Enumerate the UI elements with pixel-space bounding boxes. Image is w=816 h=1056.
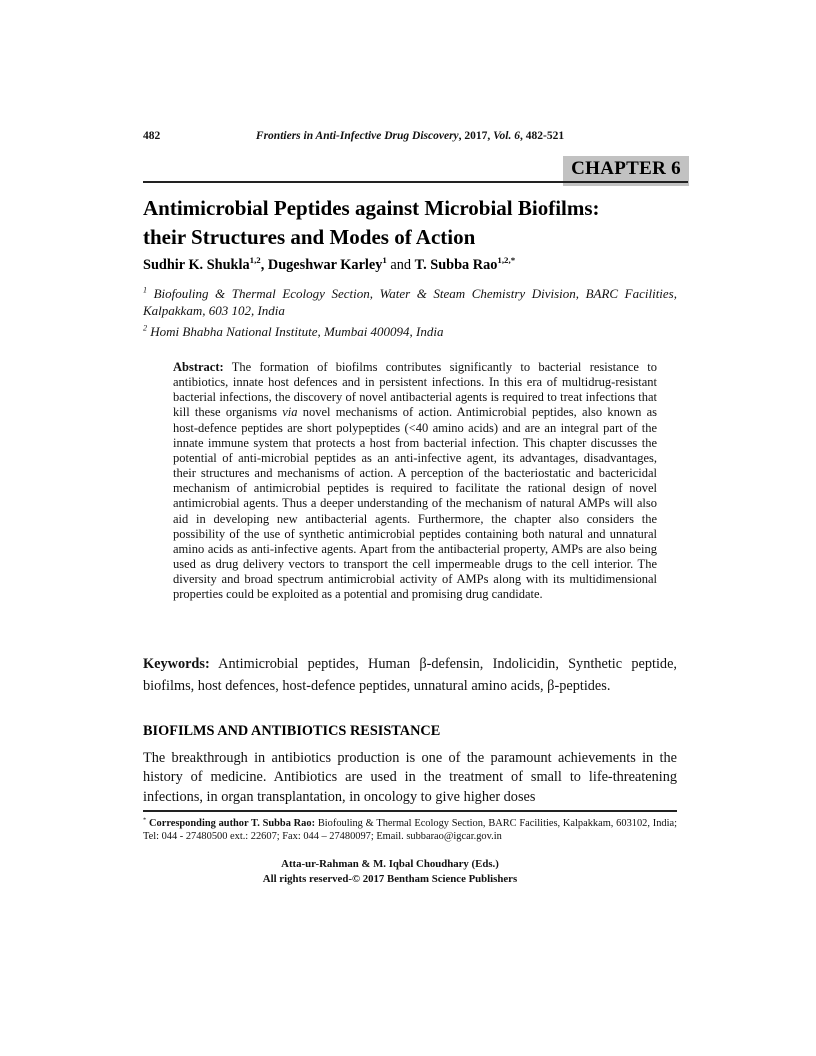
affiliation-text: Homi Bhabha National Institute, Mumbai 400094, India — [150, 324, 444, 339]
footnote-text: Biofouling & Thermal Ecology Section, BARC Facilities, Kalpakkam, 603102, India; Tel: 044 - 27480500 ext.: 22607; Fax: 044 – 27480097; Email. subbarao@igcar.gov.in — [143, 818, 677, 843]
author-name: T. Subba Rao — [414, 257, 498, 273]
keywords-text: Antimicrobial peptides, Human β-defensin, Indolicidin, Synthetic peptide, biofilms, host defences, host-defence peptides, unnatural amino acids, β-peptides. — [143, 656, 677, 694]
author-affiliation-marker: 1,2 — [249, 255, 261, 266]
page-content — [143, 0, 681, 1056]
affiliation-item — [143, 285, 677, 319]
keywords-label: Keywords: — [143, 656, 210, 672]
header-rule — [143, 181, 688, 183]
page-number: 482 — [143, 130, 161, 142]
chapter-badge: CHAPTER 6 — [563, 156, 689, 186]
article-title-line1: Antimicrobial Peptides against Microbial Biofilms: — [143, 196, 600, 220]
affiliation-marker: 1 — [143, 285, 148, 295]
keywords-paragraph — [143, 654, 677, 698]
journal-name: Frontiers in Anti-Infective Drug Discovery — [255, 130, 459, 142]
body-paragraph: The breakthrough in antibiotics production is one of the paramount achievements in the history of medicine. Antibiotics are used in the treatment of small to life-threatening infections, in organ transplantation, in oncology to give higher doses — [143, 750, 677, 805]
running-head — [143, 130, 677, 142]
journal-pages: , 482-521 — [520, 130, 565, 142]
abstract-via-italic: via — [282, 405, 298, 420]
author-affiliation-marker: 1 — [382, 255, 387, 266]
running-head-title — [143, 130, 677, 142]
affiliation-marker: 2 — [143, 323, 148, 333]
author-affiliation-marker: 1,2,* — [497, 255, 516, 266]
page-footer — [143, 857, 637, 886]
journal-volume: Vol. 6 — [493, 130, 520, 142]
affiliation-text: Biofouling & Thermal Ecology Section, Water & Steam Chemistry Division, BARC Facilities, Kalpakkam, 603 102, India — [143, 286, 677, 318]
journal-year: , 2017, — [458, 130, 494, 142]
section-heading: BIOFILMS AND ANTIBIOTICS RESISTANCE — [143, 723, 441, 739]
affiliation-item — [143, 323, 677, 340]
author-separator: , — [260, 257, 268, 273]
author-name: Sudhir K. Shukla — [143, 257, 250, 273]
footnote-rule — [143, 810, 677, 812]
abstract-text-1: The formation of biofilms contributes significantly to bacterial resistance to antibiotics, innate host defences and in persistent infections. In this era of multidrug-resistant bacterial infections, the discovery of novel antibacterial agents is required to treat infections that kill these organisms — [173, 360, 657, 420]
corresponding-author-footnote — [143, 817, 677, 844]
abstract-paragraph — [173, 360, 657, 603]
article-title — [143, 194, 677, 252]
abstract-text-2: novel mechanisms of action. Antimicrobial peptides, also known as host-defence peptides are short polypeptides (<40 amino acids) and are an integral part of the innate immune system that protects a host from bacterial infection. This chapter discusses the potential of anti-microbial peptides as an anti-infective agent, its advantages, disadvantages, their structures and mechanisms of action. A perception of the bacteriostatic and bactericidal mechanism of antimicrobial peptides is required to facilitate the rational design of novel antimicrobial agents. Thus a deeper understanding of the mechanism of natural AMPs will also aid in developing new antibacterial agents. Furthermore, the chapter also considers the possibility of the use of synthetic antimicrobial peptides containing both natural and unnatural amino acids as anti-infective agents. Apart from the antibacterial property, AMPs are also being used as drug delivery vectors to transport the cell impermeable drugs to the cell interior. The diversity and broad spectrum antimicrobial activity of AMPs along with its multidimensional properties could be exploited as a potential and promising drug candidate. — [173, 405, 658, 602]
author-line — [143, 257, 677, 274]
abstract-label: Abstract: — [173, 360, 224, 374]
footer-copyright: All rights reserved-© 2017 Bentham Science Publishers — [262, 872, 518, 885]
footnote-label: Corresponding author T. Subba Rao: — [149, 818, 316, 829]
footnote-marker: * — [143, 816, 147, 824]
footer-editors: Atta-ur-Rahman & M. Iqbal Choudhary (Eds.) — [281, 858, 499, 870]
author-separator: and — [386, 257, 415, 273]
author-name: Dugeshwar Karley — [267, 257, 383, 273]
article-title-line2: their Structures and Modes of Action — [143, 225, 476, 249]
affiliations — [143, 285, 677, 340]
